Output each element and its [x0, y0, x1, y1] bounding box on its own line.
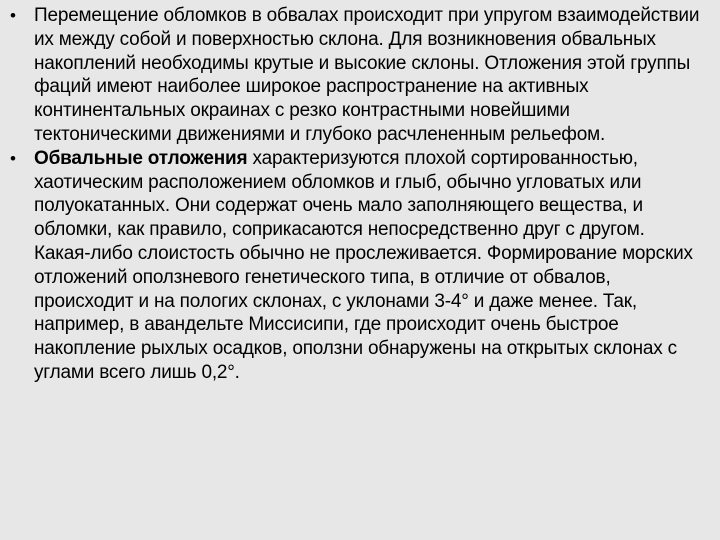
- bullet-icon: •: [10, 148, 16, 168]
- bullet-item-slope-collapse: [10, 4, 706, 147]
- bullet-icon: •: [10, 6, 16, 25]
- bold-term: Обвальные отложения: [34, 147, 248, 169]
- bullet-text: характеризуются плохой сортированностью, хаотическим расположением обломков и глыб, обычно угловатых или полуокатанных. Они содержат очень мало заполняющего вещества, и обломки, как правило, соприкасаются непосредственно друг с другом. Какая-либо слоистость обычно не прослеживается. Формирование морских отложений оползневого генетического типа, в отличие от обвалов, происходит и на пологих склонах, с уклонами 3-4° и даже менее. Так, например, в авандельте Миссисипи, где происходит очень быстрое накопление рыхлых осадков, оползни обнаружены на открытых склонах с углами всего лишь 0,2°.: [34, 147, 693, 383]
- bullet-item-collapse-deposits: [10, 147, 706, 385]
- bullet-list: [10, 4, 706, 385]
- bullet-text: Перемещение обломков в обвалах происходит при упругом взаимодействии их между собой и поверхностью склона. Для возникновения обвальных накоплений необходимы крутые и высокие склоны. Отложения этой группы фаций имеют наиболее широкое распространение на активных континентальных окраинах с резко контрастными новейшими тектоническими движениями и глубоко расчлененным рельефом.: [34, 5, 700, 145]
